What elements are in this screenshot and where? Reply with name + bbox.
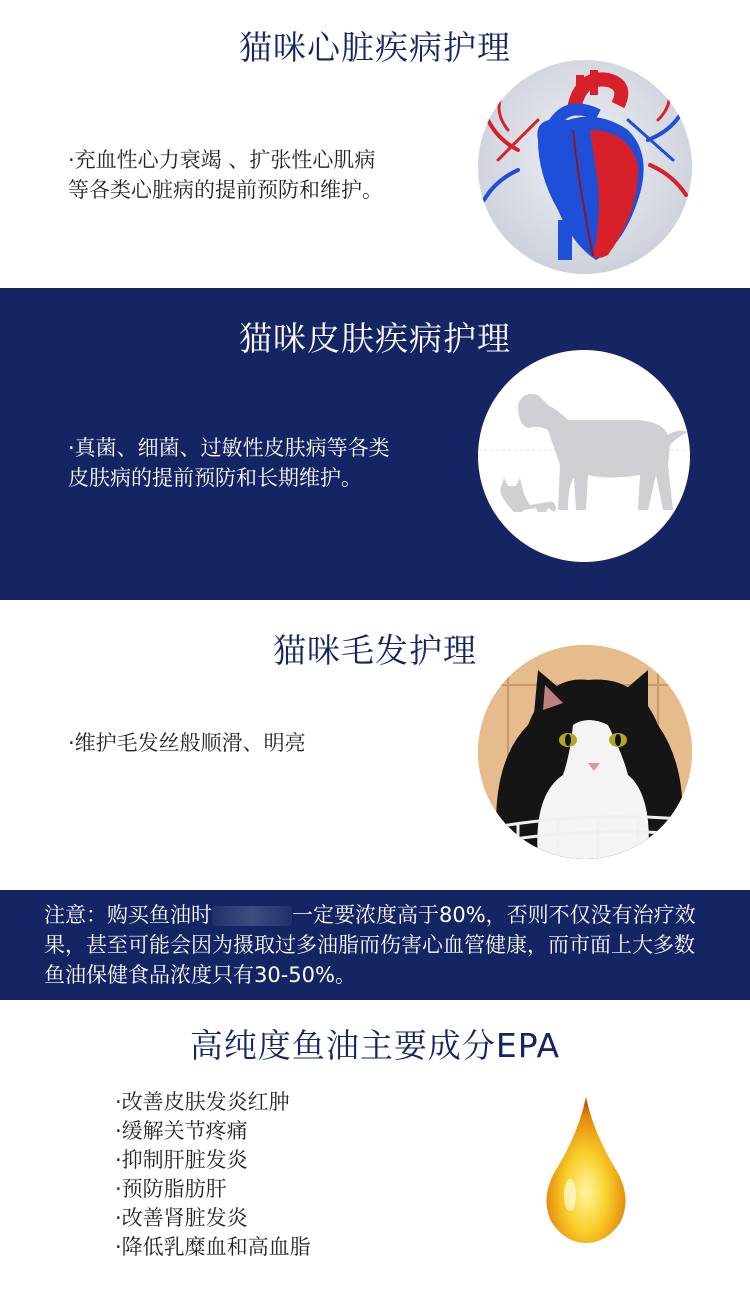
heart-care-line-1: ·充血性心力衰竭 、扩张性心肌病 bbox=[68, 148, 376, 172]
dog-cat-silhouette-icon bbox=[478, 350, 690, 562]
redacted-region bbox=[212, 906, 292, 926]
heart-care-line-2: 等各类心脏病的提前预防和维护。 bbox=[68, 178, 383, 202]
epa-benefit-item: ·抑制肝脏发炎 bbox=[115, 1148, 248, 1172]
longhair-cat-photo-icon bbox=[478, 645, 692, 859]
skin-care-section bbox=[0, 288, 750, 600]
epa-benefit-item: ·改善皮肤发炎红肿 bbox=[115, 1090, 290, 1114]
heart-care-description bbox=[68, 145, 383, 205]
epa-benefit-item: ·缓解关节疼痛 bbox=[115, 1119, 248, 1143]
hair-care-title: 猫咪毛发护理 bbox=[273, 631, 477, 670]
purchase-notice-text bbox=[44, 900, 714, 990]
notice-text-start: 注意：购买鱼油时 bbox=[44, 903, 212, 927]
hair-care-section bbox=[0, 600, 750, 890]
hair-care-description bbox=[68, 728, 306, 758]
epa-section bbox=[0, 1000, 750, 1300]
skin-care-line-2: 皮肤病的提前预防和长期维护。 bbox=[68, 466, 362, 490]
heart-illustration-icon bbox=[478, 60, 692, 274]
skin-care-title: 猫咪皮肤疾病护理 bbox=[239, 319, 511, 358]
epa-benefit-list bbox=[115, 1088, 311, 1262]
hair-care-line-1: ·维护毛发丝般顺滑、明亮 bbox=[68, 731, 306, 755]
oil-drop-icon bbox=[540, 1095, 632, 1245]
skin-care-line-1: ·真菌、细菌、过敏性皮肤病等各类 bbox=[68, 436, 390, 460]
epa-benefit-item: ·降低乳糜血和高血脂 bbox=[115, 1235, 311, 1259]
heart-care-title: 猫咪心脏疾病护理 bbox=[239, 28, 511, 67]
purchase-notice-banner bbox=[0, 890, 750, 1000]
epa-benefit-item: ·预防脂肪肝 bbox=[115, 1177, 227, 1201]
heart-care-section bbox=[0, 0, 750, 288]
notice-text-rest: 一定要浓度高于80%，否则不仅没有治疗效果，甚至可能会因为摄取过多油脂而伤害心血管健康，而市面上大多数鱼油保健食品浓度只有30-50%。 bbox=[44, 903, 696, 987]
skin-care-description bbox=[68, 433, 390, 493]
epa-title: 高纯度鱼油主要成分EPA bbox=[189, 1026, 561, 1065]
epa-benefit-item: ·改善肾脏发炎 bbox=[115, 1206, 248, 1230]
